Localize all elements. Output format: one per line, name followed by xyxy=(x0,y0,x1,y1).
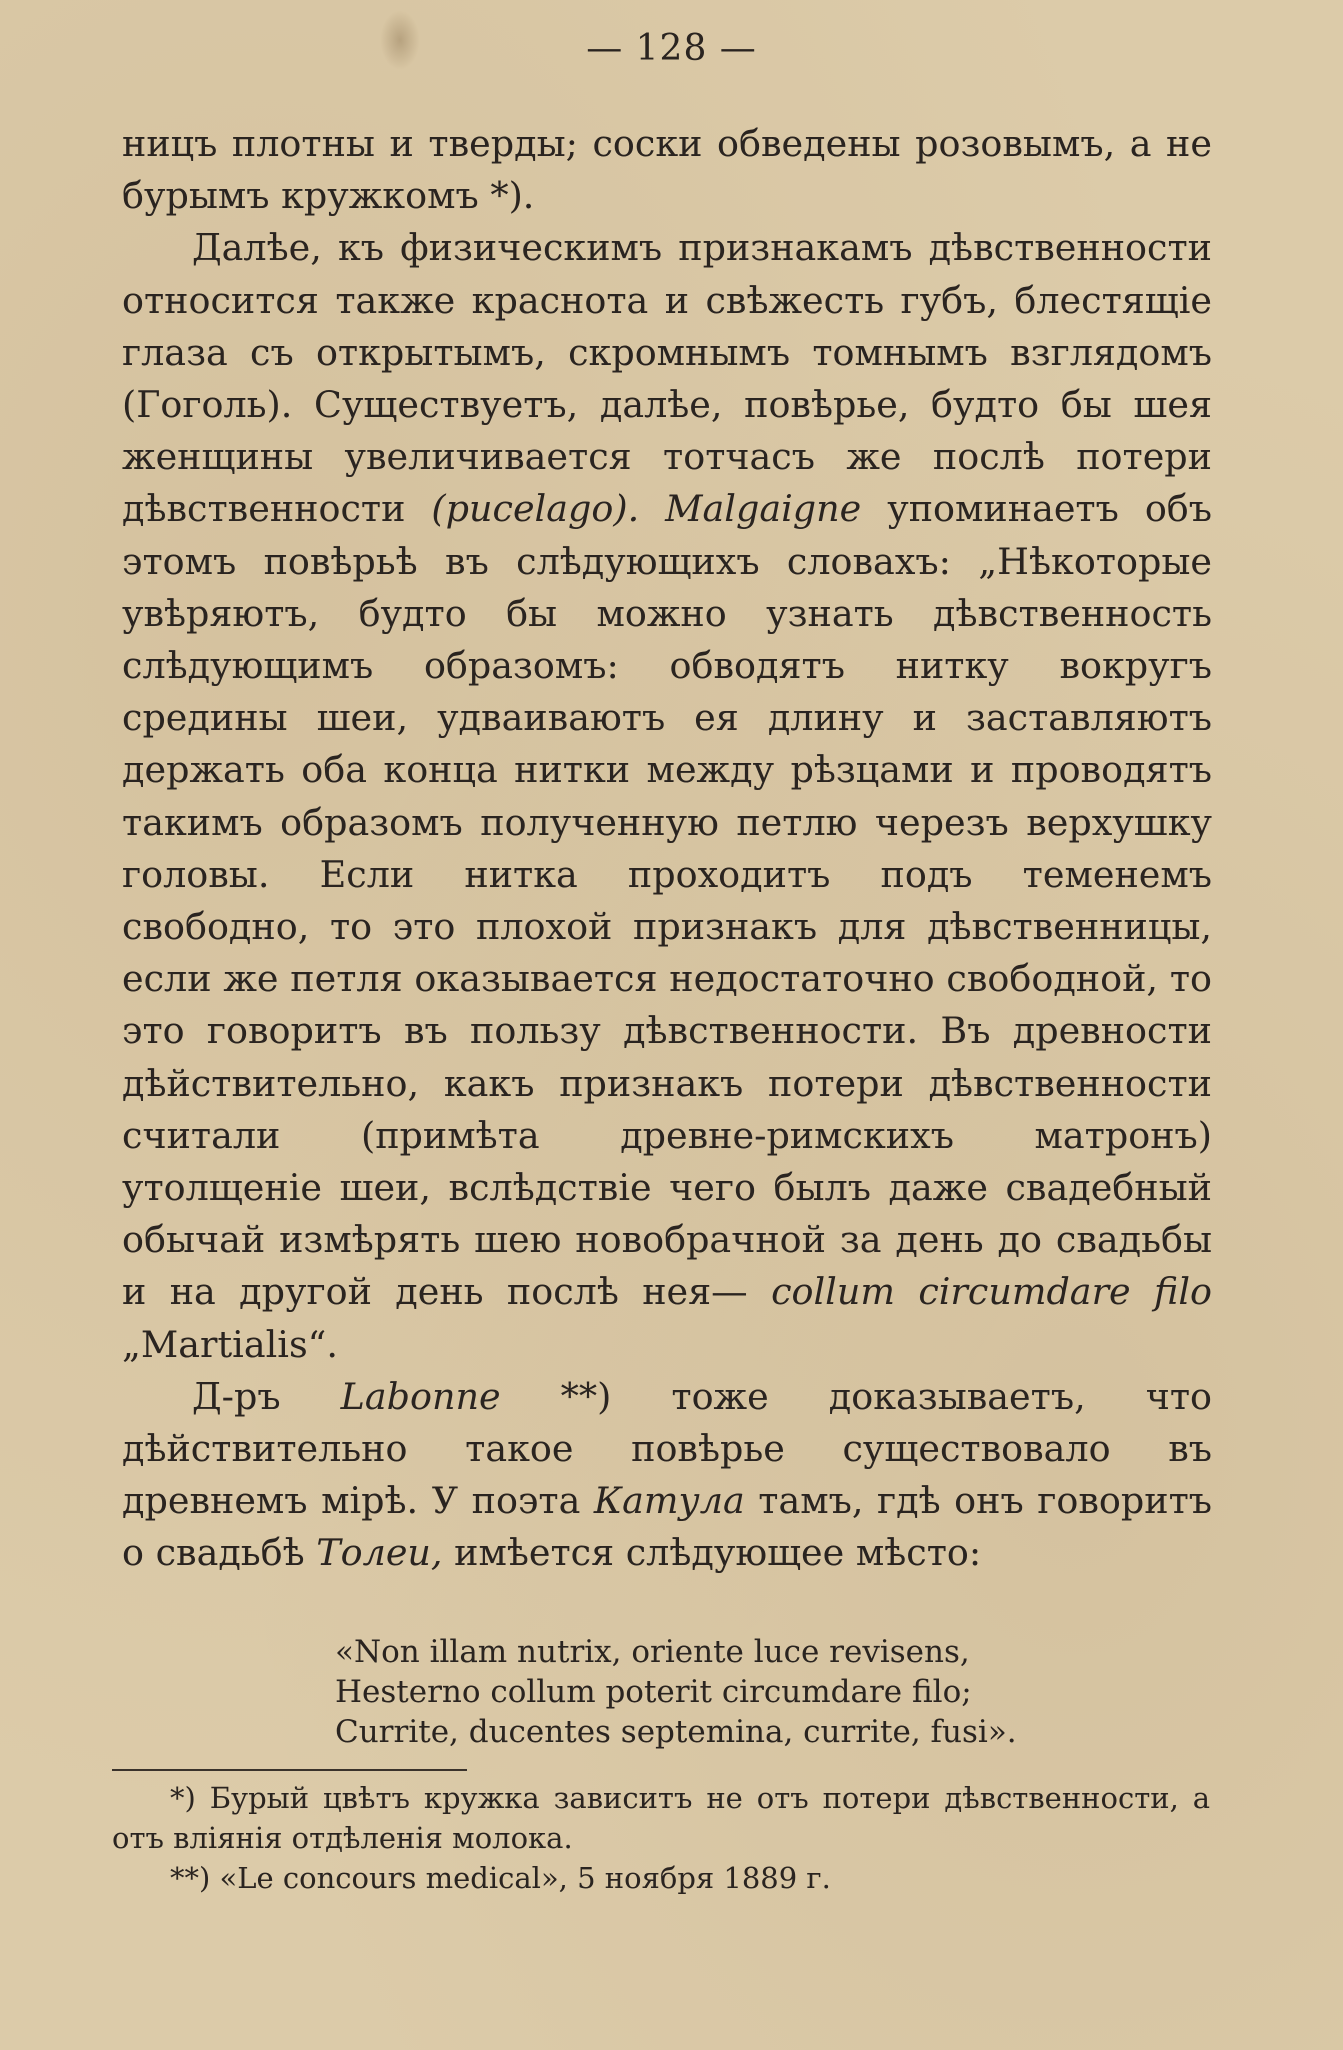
paragraph-2 xyxy=(122,222,1212,1370)
page-number: — 128 — xyxy=(586,28,757,69)
verse-line-3: Currite, ducentes septemina, currite, fusi». xyxy=(335,1714,1017,1750)
name-tolei: Толеи, xyxy=(316,1531,443,1575)
paragraph-2-text-after: „Martialis“. xyxy=(122,1322,338,1366)
verse-line-1: «Non illam nutrix, oriente luce revisens, xyxy=(335,1634,970,1670)
footnote-1: *) Бурый цвѣтъ кружка зависитъ не отъ потери дѣвственности, а отъ вліянія отдѣленія молока. xyxy=(112,1781,1210,1855)
paragraph-3 xyxy=(122,1371,1212,1580)
paragraph-2-text-middle: упоминаетъ объ этомъ повѣрьѣ въ слѣдующихъ словахъ: „Нѣкоторые увѣряютъ, будто бы можно узнать дѣвственность слѣдующимъ образомъ: обводятъ нитку вокругъ средины шеи, удваиваютъ ея длину и заставляютъ держать оба конца нитки между рѣзцами и проводятъ такимъ образомъ полученную петлю черезъ верхушку головы. Если нитка проходитъ подъ теменемъ свободно, то это плохой признакъ для дѣвственницы, если же петля оказывается недостаточно свободной, то это говоритъ въ пользу дѣвственности. Въ древности дѣйствительно, какъ признакъ потери дѣвственности считали (примѣта древне-римскихъ матронъ) утолщеніе шеи, вслѣдствіе чего былъ даже свадебный обычай измѣрять шею новобрачной за день до свадьбы и на другой день послѣ нея— xyxy=(122,487,1213,1314)
author-malgaigne: Malgaigne xyxy=(665,487,862,531)
main-text xyxy=(122,118,1212,1580)
author-labonne: Labonne xyxy=(340,1374,501,1418)
term-pucelago: (pucelago). xyxy=(431,487,640,531)
poet-catullus: Катула xyxy=(593,1479,745,1523)
verse-line-2: Hesterno collum poterit circumdare filo; xyxy=(335,1674,972,1710)
latin-verse xyxy=(335,1632,1155,1752)
paragraph-1 xyxy=(122,118,1212,222)
paragraph-1-text: ницъ плотны и тверды; соски обведены розовымъ, а не бурымъ кружкомъ *). xyxy=(122,122,1212,218)
paragraph-3-text-after: имѣется слѣдующее мѣсто: xyxy=(442,1531,982,1575)
paragraph-2-text-before: Далѣе, къ физическимъ признакамъ дѣвственности относится также краснота и свѣжесть губъ, блестящіе глаза съ открытымъ, скромнымъ томнымъ взглядомъ (Гоголь). Существуетъ, далѣе, повѣрье, будто бы шея женщины увеличивается тотчасъ же послѣ потери дѣвственности xyxy=(122,226,1212,531)
paragraph-2-space xyxy=(639,487,665,530)
paragraph-3-text-middle-2: тамъ, гдѣ онъ говоритъ о свадьбѣ xyxy=(122,1479,1212,1575)
footnote-divider xyxy=(112,1769,467,1771)
footnotes xyxy=(112,1778,1210,1898)
paragraph-3-text-before: Д-ръ xyxy=(192,1374,341,1418)
paragraph-3-text-middle: **) тоже доказываетъ, что дѣйствительно такое повѣрье существовало въ древнемъ мірѣ. У поэта xyxy=(122,1374,1212,1523)
latin-phrase: collum circumdare filo xyxy=(771,1270,1212,1314)
footnote-2: **) «Le concours medical», 5 ноября 1889 г. xyxy=(170,1861,831,1895)
